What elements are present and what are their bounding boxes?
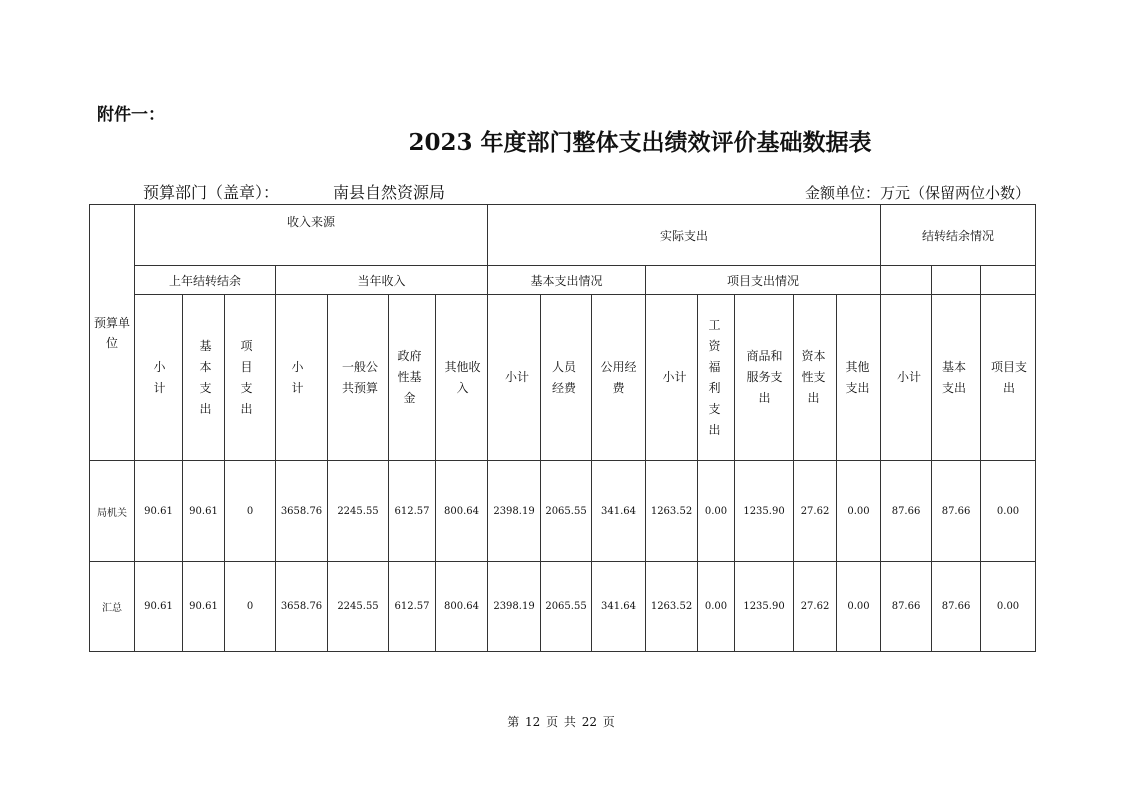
header-current-income: 当年收入 [276,266,488,295]
cell: 90.61 [135,562,183,652]
col-header: 小计 [276,295,328,461]
cell: 341.64 [592,562,646,652]
cell: 2398.19 [488,461,541,562]
cell: 90.61 [183,562,225,652]
col-header: 其他支出 [837,295,881,461]
col-header: 资本性支出 [794,295,837,461]
cell: 0.00 [837,461,881,562]
col-header: 基本支出 [183,295,225,461]
attachment-label: 附件一： [97,105,165,125]
cell: 0 [225,461,276,562]
header-income-source: 收入来源 [135,205,488,266]
cell: 800.64 [436,461,488,562]
department-label: 预算部门（盖章）： [143,183,280,202]
cell: 87.66 [932,461,981,562]
cell: 612.57 [389,461,436,562]
cell: 87.66 [881,461,932,562]
cell: 87.66 [881,562,932,652]
col-header: 项目支出 [981,295,1036,461]
col-header: 其他收入 [436,295,488,461]
cell: 3658.76 [276,562,328,652]
col-header: 工资福利支出 [698,295,735,461]
header-carryover-status: 结转结余情况 [881,205,1036,266]
cell: 0.00 [698,562,735,652]
col-header: 小计 [488,295,541,461]
col-header: 公用经费 [592,295,646,461]
data-table [89,204,1036,652]
col-header: 基本支出 [932,295,981,461]
header-blank [932,266,981,295]
table-row [90,562,1036,652]
cell: 3658.76 [276,461,328,562]
cell: 1235.90 [735,562,794,652]
cell: 2245.55 [328,461,389,562]
cell: 90.61 [135,461,183,562]
cell: 0.00 [837,562,881,652]
cell: 2065.55 [541,461,592,562]
page-footer: 第 12 页 共 22 页 [507,715,615,729]
col-header: 小计 [646,295,698,461]
cell: 1263.52 [646,461,698,562]
cell: 0.00 [981,461,1036,562]
cell: 27.62 [794,562,837,652]
header-prev-carryover: 上年结转结余 [135,266,276,295]
header-budget-unit: 预算单位 [90,205,135,461]
amount-unit-note: 金额单位：万元（保留两位小数） [804,184,1030,202]
cell: 2245.55 [328,562,389,652]
col-header: 小计 [135,295,183,461]
cell: 87.66 [932,562,981,652]
col-header: 商品和服务支出 [735,295,794,461]
table-row [90,461,1036,562]
cell: 1235.90 [735,461,794,562]
header-basic-expense: 基本支出情况 [488,266,646,295]
cell: 0.00 [698,461,735,562]
cell: 2398.19 [488,562,541,652]
cell: 1263.52 [646,562,698,652]
department-name: 南县自然资源局 [333,183,446,202]
col-header: 政府性基金 [389,295,436,461]
col-header: 项目支出 [225,295,276,461]
cell: 2065.55 [541,562,592,652]
cell: 800.64 [436,562,488,652]
row-name: 汇总 [90,562,135,652]
cell: 27.62 [794,461,837,562]
page-title: 2023 年度部门整体支出绩效评价基础数据表 [408,129,872,156]
col-header: 一般公共预算 [328,295,389,461]
row-name: 局机关 [90,461,135,562]
cell: 90.61 [183,461,225,562]
cell: 0.00 [981,562,1036,652]
col-header: 小计 [881,295,932,461]
header-blank [981,266,1036,295]
cell: 612.57 [389,562,436,652]
header-blank [881,266,932,295]
col-header: 人员经费 [541,295,592,461]
cell: 341.64 [592,461,646,562]
cell: 0 [225,562,276,652]
header-actual-expense: 实际支出 [488,205,881,266]
header-project-expense: 项目支出情况 [646,266,881,295]
